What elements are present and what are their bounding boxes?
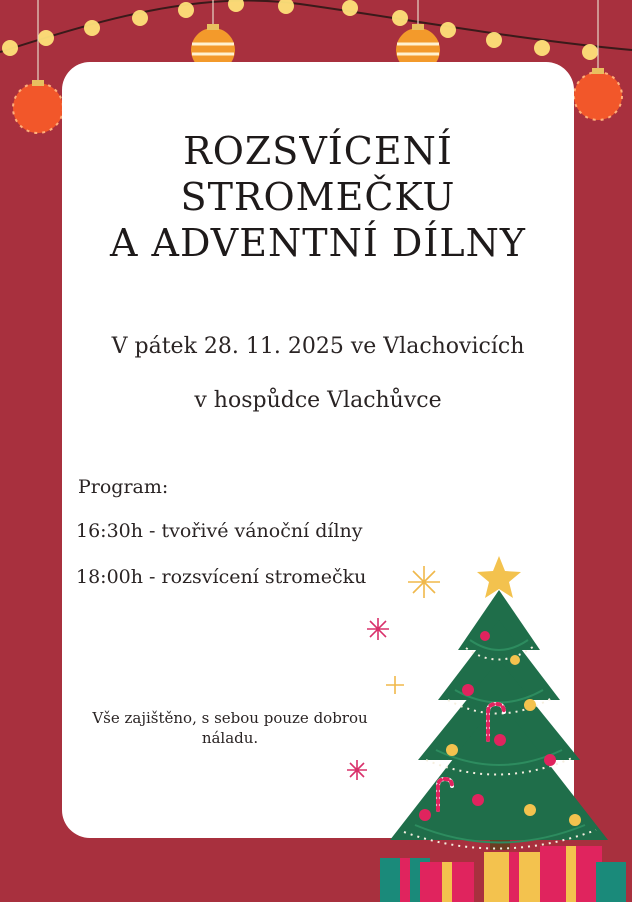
program-heading: Program:: [78, 476, 169, 498]
title-line-2: STROMEČKU: [180, 175, 456, 219]
sparkle-icon: [386, 566, 440, 694]
gift-boxes: [380, 846, 626, 902]
title-line-1: ROZSVÍCENÍ: [183, 129, 453, 173]
string-lights: [0, 0, 632, 60]
event-title: [62, 128, 574, 266]
program-item-2: 18:00h - rozsvícení stromečku: [76, 566, 367, 588]
tree-body: [390, 590, 608, 840]
sparkle-pink-icon: [347, 618, 389, 780]
title-line-3: A ADVENTNÍ DÍLNY: [110, 221, 526, 265]
event-note: Vše zajištěno, s sebou pouze dobrou náladu.: [92, 709, 368, 747]
event-place: v hospůdce Vlachůvce: [194, 388, 442, 413]
event-date: V pátek 28. 11. 2025 ve Vlachovicích: [111, 334, 525, 359]
christmas-tree-illustration: [340, 550, 632, 902]
program-item-1: 16:30h - tvořivé vánoční dílny: [76, 520, 363, 542]
